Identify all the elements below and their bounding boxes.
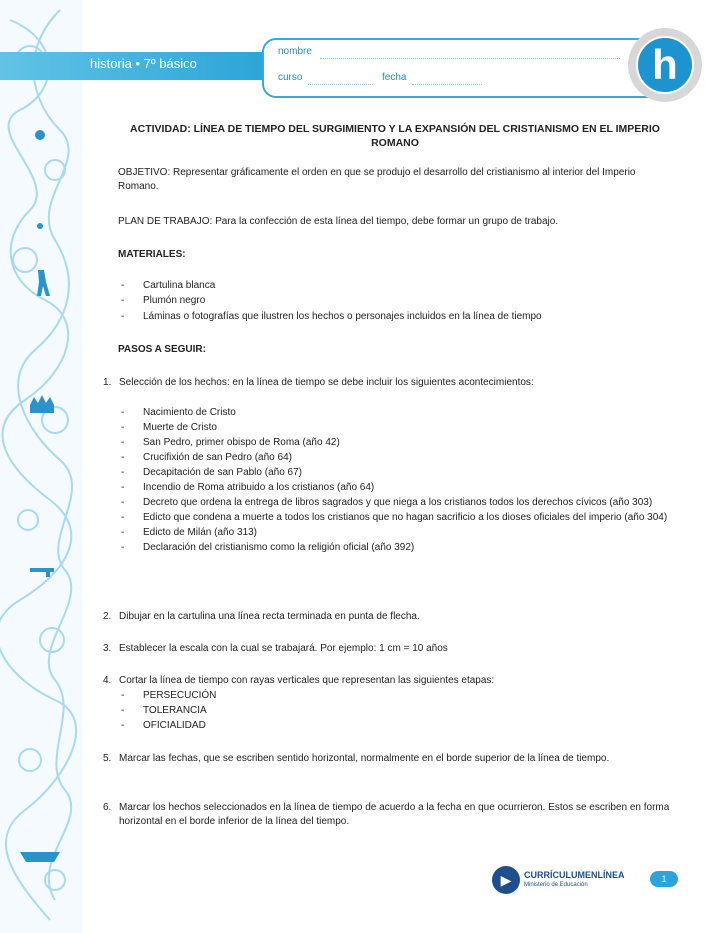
step-number: 2. — [103, 611, 112, 622]
step-6 — [103, 801, 673, 829]
ornament-dot — [37, 223, 43, 229]
footer-brand: CURRÍCULUMENLÍNEA — [524, 870, 625, 880]
step-1-events-list — [118, 405, 673, 555]
step-text: Marcar las fechas, que se escriben sentido horizontal, normalmente en el borde superior de la línea de tiempo. — [119, 753, 610, 764]
header-subject: historia • 7º básico — [90, 56, 197, 71]
step-number: 1. — [103, 377, 112, 388]
list-item: - Crucifixión de san Pedro (año 64) — [118, 450, 673, 465]
list-item: - Declaración del cristianismo como la religión oficial (año 392) — [118, 540, 673, 555]
step-4 — [103, 674, 673, 688]
objetivo-paragraph — [118, 166, 673, 194]
list-item: - Decapitación de san Pablo (año 67) — [118, 465, 673, 480]
step-3 — [103, 642, 673, 656]
pasos-heading: PASOS A SEGUIR: — [118, 344, 206, 355]
plan-paragraph — [118, 215, 673, 229]
list-item: - Plumón negro — [118, 293, 673, 308]
list-item: - Nacimiento de Cristo — [118, 405, 673, 420]
list-item: - PERSECUCIÓN — [118, 688, 673, 703]
step-number: 5. — [103, 753, 112, 764]
step-number: 6. — [103, 802, 112, 813]
plan-text: Para la confección de esta línea del tiempo, debe formar un grupo de trabajo. — [215, 216, 559, 227]
historia-logo-icon: h — [636, 36, 694, 94]
decorative-swirl-band — [0, 0, 82, 933]
list-item: - Muerte de Cristo — [118, 420, 673, 435]
list-item: - San Pedro, primer obispo de Roma (año 42) — [118, 435, 673, 450]
curso-label: curso — [278, 72, 303, 83]
list-item: - Edicto que condena a muerte a todos los cristianos que no hagan sacrificio a los dioses oficiales del imperio (año 304) — [118, 510, 673, 525]
step-text: Selección de los hechos: en la línea de tiempo se debe incluir los siguientes acontecimientos: — [119, 377, 534, 388]
list-item: - Decreto que ordena la entrega de libros sagrados y que niega a los cristianos todos los derechos cívicos (año 303) — [118, 495, 673, 510]
list-item: - OFICIALIDAD — [118, 718, 673, 733]
step-number: 3. — [103, 643, 112, 654]
step-1 — [103, 376, 673, 390]
student-info-box — [262, 38, 666, 98]
objetivo-text: Representar gráficamente el orden en que se produjo el desarrollo del cristianismo al interior del Imperio Romano. — [118, 167, 636, 192]
materiales-list — [118, 278, 673, 324]
curriculum-logo-icon: ▶ — [492, 866, 520, 894]
curso-field[interactable] — [308, 84, 373, 85]
fecha-label: fecha — [382, 72, 407, 83]
step-number: 4. — [103, 675, 112, 686]
step-text: Establecer la escala con la cual se trabajará. Por ejemplo: 1 cm = 10 años — [119, 643, 448, 654]
step-5 — [103, 752, 673, 766]
step-text: Cortar la línea de tiempo con rayas verticales que representan las siguientes etapas: — [119, 675, 495, 686]
list-item: - Cartulina blanca — [118, 278, 673, 293]
list-item: - Incendio de Roma atribuido a los cristianos (año 64) — [118, 480, 673, 495]
nombre-field[interactable] — [320, 58, 620, 59]
fecha-field[interactable] — [412, 84, 482, 85]
step-text: Marcar los hechos seleccionados en la línea de tiempo de acuerdo a la fecha en que ocurrieron. Estos se escriben en forma horizontal en el borde inferior de la línea del tiempo. — [119, 802, 670, 827]
step-2 — [103, 610, 673, 624]
list-item: - Edicto de Milán (año 313) — [118, 525, 673, 540]
list-item: - TOLERANCIA — [118, 703, 673, 718]
materiales-heading: MATERIALES: — [118, 249, 186, 260]
step-4-stages-list — [118, 688, 673, 733]
plan-label: PLAN DE TRABAJO: — [118, 216, 213, 227]
objetivo-label: OBJETIVO: — [118, 167, 171, 178]
page-title: ACTIVIDAD: LÍNEA DE TIEMPO DEL SURGIMIENTO Y LA EXPANSIÓN DEL CRISTIANISMO EN EL IMPERIO ROMANO — [130, 123, 660, 149]
page-number-badge: 1 — [650, 871, 678, 887]
footer-brand-subtitle: Ministerio de Educación — [524, 882, 588, 888]
step-text: Dibujar en la cartulina una línea recta terminada en punta de flecha. — [119, 611, 420, 622]
nombre-label: nombre — [278, 46, 312, 57]
list-item: - Láminas o fotografías que ilustren los hechos o personajes incluidos en la línea de tiempo — [118, 309, 673, 324]
ornament-dot — [35, 130, 45, 140]
